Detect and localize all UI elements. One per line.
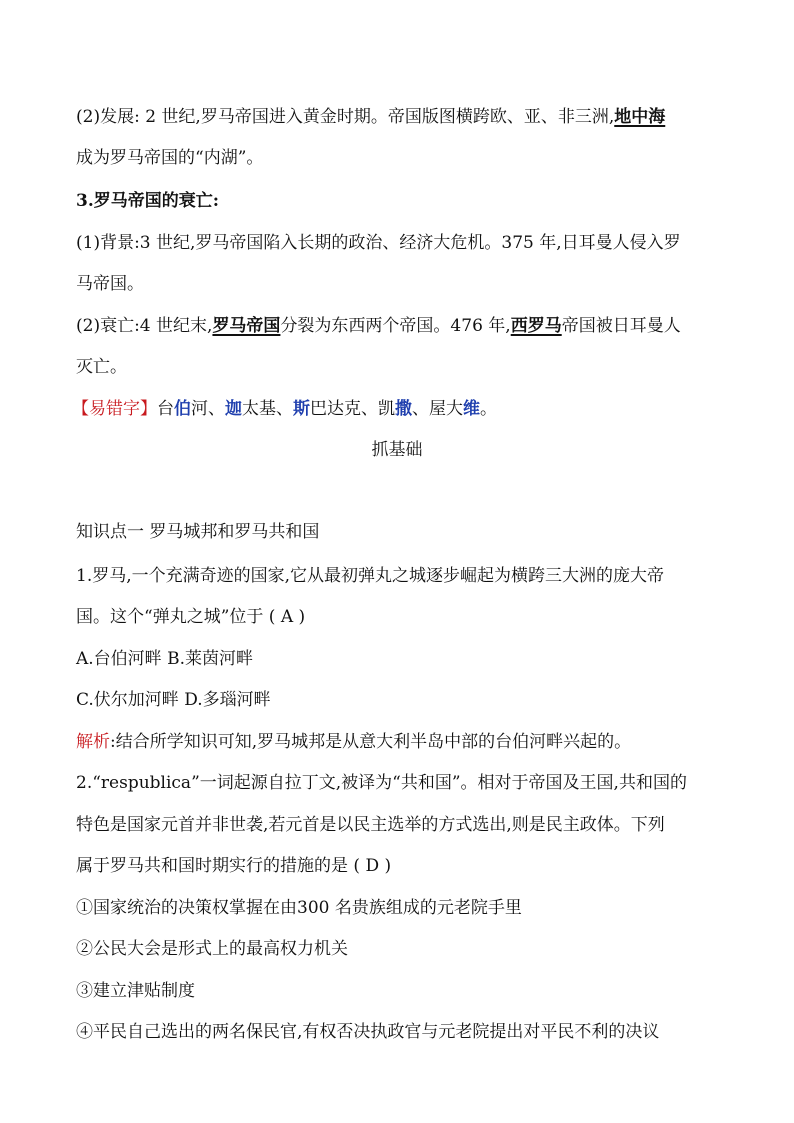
typo-text: 河、	[191, 399, 225, 419]
fall-text-e: 帝国被日耳曼人	[561, 316, 681, 336]
typo-key-char: 维	[463, 399, 480, 419]
q2-stem-line-2: 特色是国家元首并非世袭,若元首是以民主选举的方式选出,则是民主政体。下列	[76, 815, 665, 835]
background-line-1: (1)背景:3 世纪,罗马帝国陷入长期的政治、经济大危机。375 年,日耳曼人侵入罗	[76, 233, 681, 253]
typo-text: 台	[157, 399, 174, 419]
q1-stem-line-2: 国。这个“弹丸之城”位于 ( A )	[76, 607, 306, 627]
typo-text: 巴达克、凯	[310, 399, 395, 419]
q1-options-ab: A.台伯河畔 B.莱茵河畔	[76, 649, 253, 669]
fall-line-1	[76, 314, 681, 338]
q2-stem-line-1: 2.“respublica”一词起源自拉丁文,被译为“共和国”。相对于帝国及王国,共和国的	[76, 773, 687, 793]
q2-option-4: ④平民自己选出的两名保民官,有权否决执政官与元老院提出对平民不利的决议	[76, 1022, 660, 1042]
typo-key-char: 撒	[395, 399, 412, 419]
explanation-text: :结合所学知识可知,罗马城邦是从意大利半岛中部的台伯河畔兴起的。	[110, 732, 632, 752]
q1-options-cd: C.伏尔加河畔 D.多瑙河畔	[76, 690, 271, 710]
fall-text-a: (2)衰亡:4 世纪末,	[76, 316, 213, 336]
explanation-label: 解析	[76, 732, 110, 752]
fall-text-c: 分裂为东西两个帝国。476 年,	[280, 316, 511, 336]
keyword-roman-empire: 罗马帝国	[212, 316, 281, 336]
development-line-2: 成为罗马帝国的“内湖”。	[76, 148, 264, 168]
q2-option-2: ②公民大会是形式上的最高权力机关	[76, 939, 348, 959]
keyword-west-rome: 西罗马	[510, 316, 562, 336]
typo-line	[72, 397, 497, 421]
typo-text: 太基、	[242, 399, 293, 419]
typo-key-char: 斯	[293, 399, 310, 419]
q1-explanation	[76, 730, 631, 754]
keyword-mediterranean: 地中海	[614, 107, 666, 127]
q2-option-1: ①国家统治的决策权掌握在由300 名贵族组成的元老院手里	[76, 898, 522, 918]
q2-stem-line-3: 属于罗马共和国时期实行的措施的是 ( D )	[76, 856, 392, 876]
typo-text: 。	[480, 399, 497, 419]
knowledge-point-title: 知识点一 罗马城邦和罗马共和国	[76, 522, 320, 542]
development-text: (2)发展: 2 世纪,罗马帝国进入黄金时期。帝国版图横跨欧、亚、非三洲,	[76, 107, 615, 127]
typo-tag: 【易错字】	[72, 399, 157, 419]
typo-key-char: 伯	[174, 399, 191, 419]
section-title: 抓基础	[371, 440, 423, 460]
typo-text: 、屋大	[412, 399, 463, 419]
background-line-2: 马帝国。	[76, 274, 144, 294]
decline-heading: 3.罗马帝国的衰亡:	[76, 191, 220, 211]
q1-stem-line-1: 1.罗马,一个充满奇迹的国家,它从最初弹丸之城逐步崛起为横跨三大洲的庞大帝	[76, 566, 665, 586]
fall-line-2: 灭亡。	[76, 357, 127, 377]
development-line-1	[76, 105, 665, 129]
q2-option-3: ③建立津贴制度	[76, 981, 195, 1001]
typo-key-char: 迦	[225, 399, 242, 419]
